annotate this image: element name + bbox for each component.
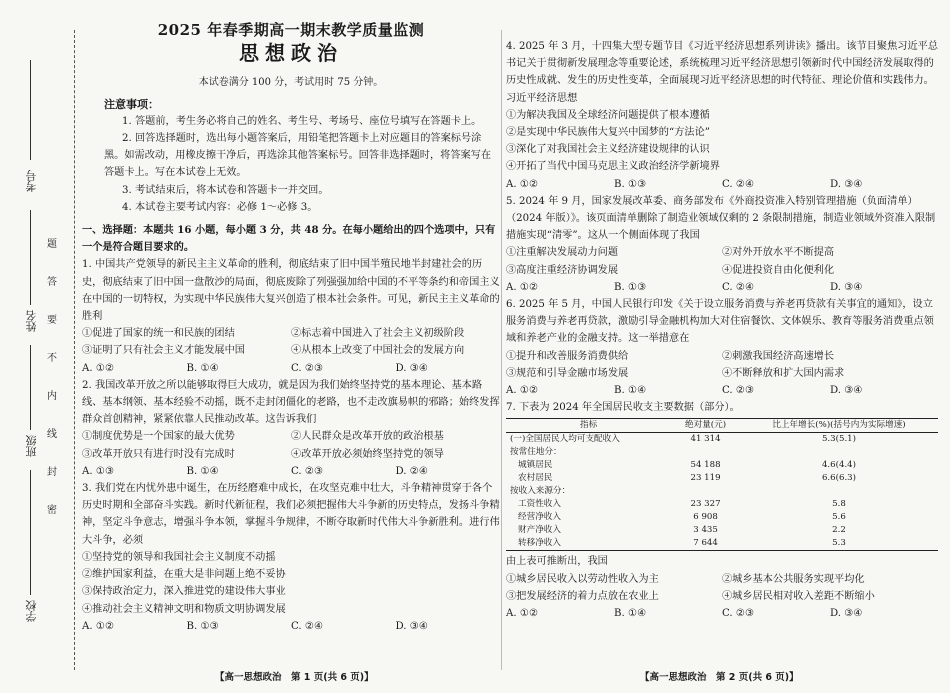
choice: D. ③④ [395, 620, 429, 632]
kaohao-line [30, 60, 31, 160]
statement: ④开拓了当代中国马克思主义政治经济学新境界 [506, 161, 720, 173]
row-growth [740, 446, 938, 459]
row-value: 41 314 [690, 434, 721, 445]
table-row [506, 459, 938, 472]
statement: ①城乡居民收入以劳动性收入为主 [506, 573, 659, 585]
income-table [506, 418, 938, 551]
statement: ①提升和改善服务消费供给 [506, 350, 629, 362]
xingming-label: 姓名 [25, 310, 38, 332]
question-3 [82, 480, 500, 635]
choice: A. ①② [506, 178, 539, 190]
choice: A. ①② [506, 281, 539, 293]
choice: B. ①③ [186, 620, 219, 632]
choice: B. ①④ [614, 385, 647, 397]
choice: D. ③④ [830, 608, 863, 620]
question-stem: 4. 2025 年 3 月，十四集大型专题节目《习近平经济思想系列讲读》播出。该节目聚焦习近平总书记关于贯彻新发展理念等重要论述，系统梳理习近平经济思想引领新时代中国经济发展取得的历史性成就、发生的历史性变革，全面展现习近平经济思想的时代特征、理论价值和实践伟力。习近平经济思想 [506, 41, 939, 104]
choice: C. ②③ [722, 385, 755, 397]
question-5 [506, 193, 938, 296]
statement: ④推动社会主义精神文明和物质文明协调发展 [82, 603, 286, 615]
exam-info: 本试卷满分 100 分，考试用时 75 分钟。 [198, 77, 384, 89]
choice: A. ①② [506, 608, 539, 620]
statement: ③规范和引导金融市场发展 [506, 367, 629, 379]
statement: ③高度注重经济协调发展 [506, 264, 619, 276]
statement: ④城乡居民相对收入差距不断缩小 [722, 590, 875, 602]
xingming-line [30, 210, 31, 305]
row-value: 3 435 [693, 525, 718, 536]
row-value: 23 327 [690, 499, 721, 510]
row-value: 23 119 [690, 473, 721, 484]
choice: C. ②③ [291, 465, 324, 477]
choice: C. ②④ [722, 178, 755, 190]
statement: ③深化了对我国社会主义经济建设规律的认识 [506, 144, 710, 156]
warn-char: 封 [47, 467, 57, 478]
row-label: 工资性收入 [518, 499, 561, 510]
choice: D. ③④ [395, 362, 429, 374]
question-1 [82, 256, 500, 376]
footer-right: 【高一思想政治 第 2 页(共 6 页)】 [640, 672, 799, 683]
binding-margin [0, 0, 86, 693]
column-divider [501, 30, 502, 670]
note-item: 4. 本试卷主要考试内容：必修 1～必修 3。 [122, 201, 318, 213]
table-row [506, 498, 938, 511]
choice: D. ③④ [830, 178, 863, 190]
binding-dashed-line [74, 30, 75, 670]
row-value: 7 644 [671, 537, 740, 551]
left-column [82, 0, 500, 635]
choice: C. ②④ [291, 620, 324, 632]
statement: ①促进了国家的统一和民族的团结 [82, 328, 235, 340]
choice: A. ①② [82, 362, 115, 374]
footer-left: 【高一思想政治 第 1 页(共 6 页)】 [215, 672, 374, 683]
row-value: 6 908 [693, 512, 718, 523]
warn-char: 密 [47, 505, 57, 516]
warn-char: 答 [47, 277, 57, 288]
statement: ①为解决我国及全球经济问题提供了根本遵循 [506, 109, 710, 121]
table-row [506, 446, 938, 459]
notes-heading: 注意事项： [104, 97, 159, 111]
question-followup: 由上表可推断出，我国 [506, 556, 608, 568]
statement: ①坚持党的领导和我国社会主义制度不动摇 [82, 551, 276, 563]
row-label: 城镇居民 [518, 460, 553, 471]
statement: ④促进投资自由化便利化 [722, 264, 835, 276]
row-growth: 2.2 [832, 525, 846, 536]
right-column [506, 38, 938, 622]
question-6 [506, 296, 938, 399]
table-row [506, 433, 938, 447]
note-item: 2. 回答选择题时，选出每小题答案后，用铅笔把答题卡上对应题目的答案标号涂黑。如需改动，用橡皮擦干净后，再选涂其他答案标号。回答非选择题时，将答案写在答题卡上。写在本试卷上无效。 [104, 133, 492, 179]
row-value [671, 485, 740, 498]
note-item: 1. 答题前，考生务必将自己的姓名、考生号、考场号、座位号填写在答题卡上。 [122, 115, 482, 127]
statement: ④从根本上改变了中国社会的发展方向 [291, 345, 465, 357]
row-label: (一)全国居民人均可支配收入 [510, 434, 620, 445]
row-value [671, 446, 740, 459]
note-item: 3. 考试结束后，将本试卷和答题卡一并交回。 [122, 184, 329, 196]
choice: D. ②④ [395, 465, 429, 477]
xuexiao-label: 学校 [25, 600, 38, 622]
row-label: 按收入来源分： [510, 486, 571, 497]
choice: C. ②③ [722, 608, 755, 620]
choice: B. ①④ [614, 608, 647, 620]
warn-char: 要 [47, 315, 57, 326]
table-header: 比上年增长(%)(括号内为实际增速) [740, 419, 938, 433]
choice: C. ②③ [291, 362, 324, 374]
row-label: 转移净收入 [506, 537, 671, 551]
statement: ③证明了只有社会主义才能发展中国 [82, 345, 245, 357]
table-row [506, 524, 938, 537]
choice: D. ③④ [830, 281, 863, 293]
table-header: 指标 [506, 419, 671, 433]
warn-char: 不 [47, 353, 57, 364]
table-row [506, 537, 938, 551]
question-stem: 3. 我们党在内忧外患中诞生，在历经磨难中成长，在攻坚克难中壮大，斗争精神贯穿于各个历史时期和全部奋斗实践。新时代新征程，我们必须把握伟大斗争新的历史特点，发扬斗争精神，坚定斗争意志，增强斗争本领，掌握斗争规律，不断夺取新时代伟大斗争新胜利。进行伟大斗争，必须 [82, 483, 500, 546]
statement: ②维护国家利益，在重大是非问题上绝不妥协 [82, 569, 286, 581]
row-growth: 5.3(5.1) [821, 434, 856, 445]
row-growth: 5.8 [832, 499, 846, 510]
row-growth: 5.3 [740, 537, 938, 551]
statement: ②城乡基本公共服务实现平均化 [722, 573, 865, 585]
table-row [506, 511, 938, 524]
statement: ③保持政治定力，深入推进党的建设伟大事业 [82, 586, 286, 598]
exam-title: 2025 年春季期高一期末教学质量监测 [157, 21, 425, 39]
question-7 [506, 399, 938, 622]
choice: A. ①② [82, 620, 115, 632]
row-label: 按常住地分： [510, 447, 562, 458]
table-row [506, 485, 938, 498]
question-2 [82, 377, 500, 480]
choice: B. ①④ [186, 362, 219, 374]
question-stem: 6. 2025 年 5 月，中国人民银行印发《关于设立服务消费与养老再贷款有关事宜的通知》，设立服务消费与养老再贷款，激励引导金融机构加大对住宿餐饮、文体娱乐、教育等服务消费重点领域和养老产业的金融支持。这一举措意在 [506, 299, 934, 345]
question-stem: 5. 2024 年 9 月，国家发展改革委、商务部发布《外商投资准入特别管理措施（负面清单）（2024 年版）》。该页面清单删除了制造业领域仅剩的 2 条限制措施，制造业领域外资准入限制措施实现“清零”。这从一个侧面体现了我国 [506, 195, 936, 242]
row-value: 54 188 [690, 460, 721, 471]
statement: ①制度优势是一个国家的最大优势 [82, 431, 235, 443]
warn-char: 线 [47, 429, 57, 440]
statement: ③把发展经济的着力点放在农业上 [506, 590, 659, 602]
binding-warning [47, 235, 57, 539]
statement: ②标志着中国进入了社会主义初级阶段 [291, 328, 465, 340]
row-label: 农村居民 [518, 473, 553, 484]
row-label: 财产净收入 [518, 525, 561, 536]
choice: B. ①④ [186, 465, 219, 477]
statement: ②人民群众是改革开放的政治根基 [291, 431, 444, 443]
row-label: 经营净收入 [518, 512, 561, 523]
choice: A. ①③ [82, 465, 115, 477]
kaohao-label: 考号 [25, 170, 38, 192]
statement: ②是实现中华民族伟大复兴中国梦的“方法论” [506, 127, 710, 139]
warn-char: 内 [47, 391, 57, 402]
question-4 [506, 38, 938, 193]
question-stem: 7. 下表为 2024 年全国居民收支主要数据（部分）。 [506, 402, 740, 414]
choice: C. ②④ [722, 281, 755, 293]
choice: D. ③④ [830, 385, 863, 397]
table-row [506, 472, 938, 485]
banji-line [30, 345, 31, 430]
choice: A. ①② [506, 385, 539, 397]
statement: ①注重解决发展动力问题 [506, 247, 619, 259]
row-growth: 5.6 [832, 512, 846, 523]
statement: ②对外开放水平不断提高 [722, 247, 835, 259]
row-growth: 4.6(4.4) [821, 460, 856, 471]
section-heading: 一、选择题：本题共 16 小题，每小题 3 分，共 48 分。在每小题给出的四个选项中，只有一个是符合题目要求的。 [82, 224, 496, 254]
subject-title: 思想政治 [239, 41, 343, 66]
statement: ④改革开放必须始终坚持党的领导 [291, 448, 444, 460]
warn-char: 题 [47, 239, 57, 250]
statement: ②刺激我国经济高速增长 [722, 350, 835, 362]
question-stem: 1. 中国共产党领导的新民主主义革命的胜利，彻底结束了旧中国半殖民地半封建社会的历史，彻底结束了旧中国一盘散沙的局面，彻底废除了列强强加给中国的不平等条约和帝国主义在中国的一切特权，为实现中华民族伟大复兴创造了根本社会条件。可见，新民主主义革命的胜利 [82, 259, 500, 323]
row-growth [740, 485, 938, 498]
statement: ③改革开放只有进行时没有完成时 [82, 448, 235, 460]
statement: ④不断释放和扩大国内需求 [722, 367, 845, 379]
xuexiao-line [30, 470, 31, 595]
table-header: 绝对量(元) [671, 419, 740, 433]
banji-label: 班级 [25, 435, 38, 457]
choice: B. ①③ [614, 281, 647, 293]
question-stem: 2. 我国改革开放之所以能够取得巨大成功，就是因为我们始终坚持党的基本理论、基本路线、基本纲领、基本经验不动摇，既不走封闭僵化的老路，也不走改旗易帜的邪路；始终发挥群众首创精神，紧紧依靠人民推动改革。这告诉我们 [82, 379, 500, 426]
row-growth: 6.6(6.3) [821, 473, 856, 484]
choice: B. ①③ [614, 178, 647, 190]
